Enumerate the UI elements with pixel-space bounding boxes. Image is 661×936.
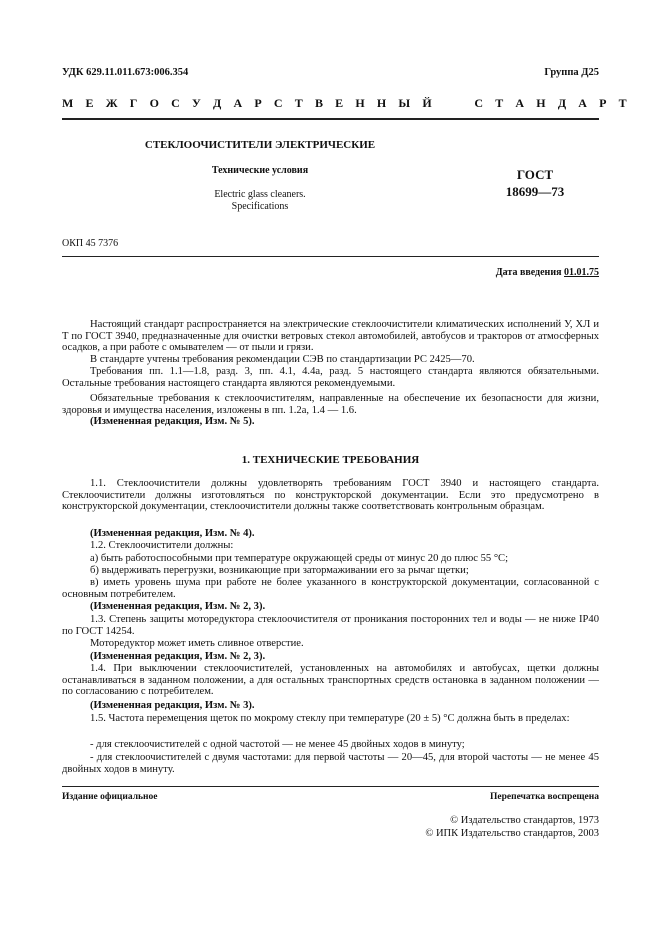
okp-rule [62,256,599,257]
clause-1-2: 1.2. Стеклоочистители должны: [90,540,234,551]
reprint-notice: Перепечатка воспрещена [489,792,599,802]
en-title-line2: Specifications [231,201,289,212]
clause-1-5-a: - для стеклоочистителей с одной частотой — не менее 45 двойных ходов в минуту; [90,739,465,750]
intro-paragraph-2: В стандарте учтены требования рекомендации СЭВ по стандартизации РС 2425—70. [90,354,475,365]
section-heading: 1. ТЕХНИЧЕСКИЕ ТРЕБОВАНИЯ [241,454,420,466]
en-title-line1: Electric glass cleaners. [214,189,306,200]
copyright-1973: © Издательство стандартов, 1973 [450,815,599,826]
clause-1-1: 1.1. Стеклоочистители должны удовлетворять требованиям ГОСТ 3940 и настоящего стандарта. Стеклоочистители должны изготовляться по конструкторской документации. Если это предусмотрено в конструкторской документации, стеклоочистители должны также соответствовать контрольным образцам. [62,478,599,512]
clause-1-4-revision: (Измененная редакция, Изм. № 3). [90,700,255,711]
udk-code: УДК 629.11.011.673:006.354 [62,67,189,78]
header-rule [62,118,599,120]
clause-1-1-revision: (Измененная редакция, Изм. № 4). [90,528,255,539]
copyright-2003: © ИПК Издательство стандартов, 2003 [425,828,599,839]
clause-1-2-b: б) выдерживать перегрузки, возникающие при затормаживании его за рычаг щетки; [90,565,469,576]
doc-subtitle: Технические условия [211,165,309,176]
gost-number: 18699—73 [505,184,565,199]
clause-1-4: 1.4. При выключении стеклоочистителей, установленных на автомобилях и автобусах, щетки должны останавливаться в заданном положении, а для остальных транспортных средств остановка в заданном положении — по согласованию с потребителем. [62,663,599,697]
clause-1-3-revision: (Измененная редакция, Изм. № 2, 3). [90,651,266,662]
effective-date [496,267,599,278]
clause-1-2-revision: (Измененная редакция, Изм. № 2, 3). [90,601,266,612]
standard-banner: М Е Ж Г О С У Д А Р С Т В Е Н Н Ы Й С Т А Н Д А Р Т [62,96,632,110]
clause-1-2-c: в) иметь уровень шума при работе не более указанного в конструкторской документации, согласованной с основным потребителем. [62,577,599,600]
intro-paragraph-4: Обязательные требования к стеклоочистителям, направленные на обеспечение их безопасности для жизни, здоровья и имущества населения, изложены в пп. 1.2а, 1.4 — 1.6. [62,393,599,416]
official-edition: Издание официальное [62,792,158,802]
clause-1-5: 1.5. Частота перемещения щеток по мокрому стеклу при температуре (20 ± 5) °С должна быть в пределах: [90,713,570,724]
doc-title: СТЕКЛООЧИСТИТЕЛИ ЭЛЕКТРИЧЕСКИЕ [144,139,376,151]
group-code: Группа Д25 [544,67,599,78]
gost-label: ГОСТ [516,167,554,182]
clause-1-5-b: - для стеклоочистителей с двумя частотами: для первой частоты — 20—45, для второй частоты — не менее 45 двойных ходов в минуту. [62,752,599,775]
clause-1-3: 1.3. Степень защиты моторедуктора стеклоочистителя от проникания посторонних тел и воды — не ниже IP40 по ГОСТ 14254. [62,614,599,637]
effective-date-label: Дата введения [495,267,562,278]
footer-rule [62,786,599,787]
clause-1-3-b: Моторедуктор может иметь сливное отверстие. [90,638,304,649]
clause-1-2-a: а) быть работоспособными при температуре окружающей среды от минус 20 до плюс 55 °С; [90,553,509,564]
intro-revision: (Измененная редакция, Изм. № 5). [90,416,255,427]
intro-paragraph-1: Настоящий стандарт распространяется на электрические стеклоочистители климатических исполнений У, ХЛ и Т по ГОСТ 3940, предназначенные для очистки ветровых стекол автомобилей, автобусов и тракторов от атмосферных осадков, а при работе с омывателем — от пыли и грязи. [62,319,599,353]
okp-code: ОКП 45 7376 [62,238,119,249]
effective-date-value: 01.01.75 [564,267,599,278]
intro-paragraph-3: Требования пп. 1.1—1.8, разд. 3, пп. 4.1, 4.4а, разд. 5 настоящего стандарта являются обязательными. Остальные требования настоящего стандарта являются рекомендуемыми. [62,366,599,389]
